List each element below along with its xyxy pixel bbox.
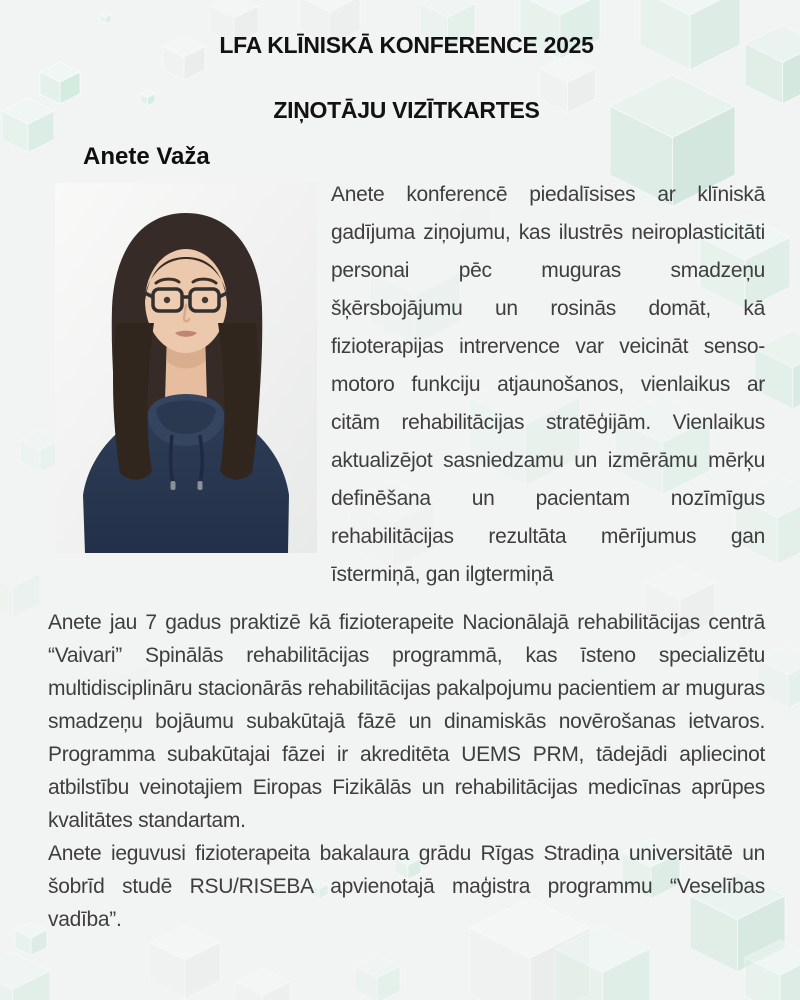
bio-details-section [48, 606, 765, 936]
speaker-name: Anete Važa [83, 143, 210, 170]
bio-experience-paragraph: Anete jau 7 gadus praktizē kā fizioterapeite Nacionālajā rehabilitācijas centrā “Vaivari” Spinālās rehabilitācijas programmā, kas īsteno specializētu multidisciplināru stacionārās rehabilitācijas pakalpojumu pacientiem ar muguras smadzeņu bojāumu subakūtajā fāzē un dinamiskās novērošanas ietvaros. Programma subakūtajai fāzei ir akreditēta UEMS PRM, tādejādi apliecinot atbilstību veinotajiem Eiropas Fizikālās un rehabilitācijas medicīnas aprūpes kvalitātes standartam. [48, 611, 765, 832]
speaker-photo [55, 183, 317, 553]
speaker-profile-section [48, 183, 765, 594]
conference-title: LFA KLĪNISKĀ KONFERENCE 2025 [219, 32, 594, 58]
bio-education-paragraph: Anete ieguvusi fizioterapeita bakalaura grādu Rīgas Stradiņa universitātē un šobrīd studē RSU/RISEBA apvienotajā maģistra programmu “Veselības vadība”. [48, 842, 765, 931]
page-subtitle: ZIŅOTĀJU VIZĪTKARTES [273, 97, 540, 123]
bio-intro-paragraph: Anete konferencē piedalīsises ar klīniskā gadījuma ziņojumu, kas ilustrēs neiroplasticitāti personai pēc muguras smadzeņu šķērsbojājumu un rosinās domāt, kā fizioterapijas intrervence var veicināt senso-motoro funkciju atjaunošanos, vienlaikus ar citām rehabilitācijas stratēģijām. Vienlaikus aktualizējot sasniedzamu un izmērāmu mērķu definēšana un pacientam nozīmīgus rehabilitācijas rezultāta mērījumus gan īstermiņā, gan ilgtermiņā [331, 183, 765, 586]
